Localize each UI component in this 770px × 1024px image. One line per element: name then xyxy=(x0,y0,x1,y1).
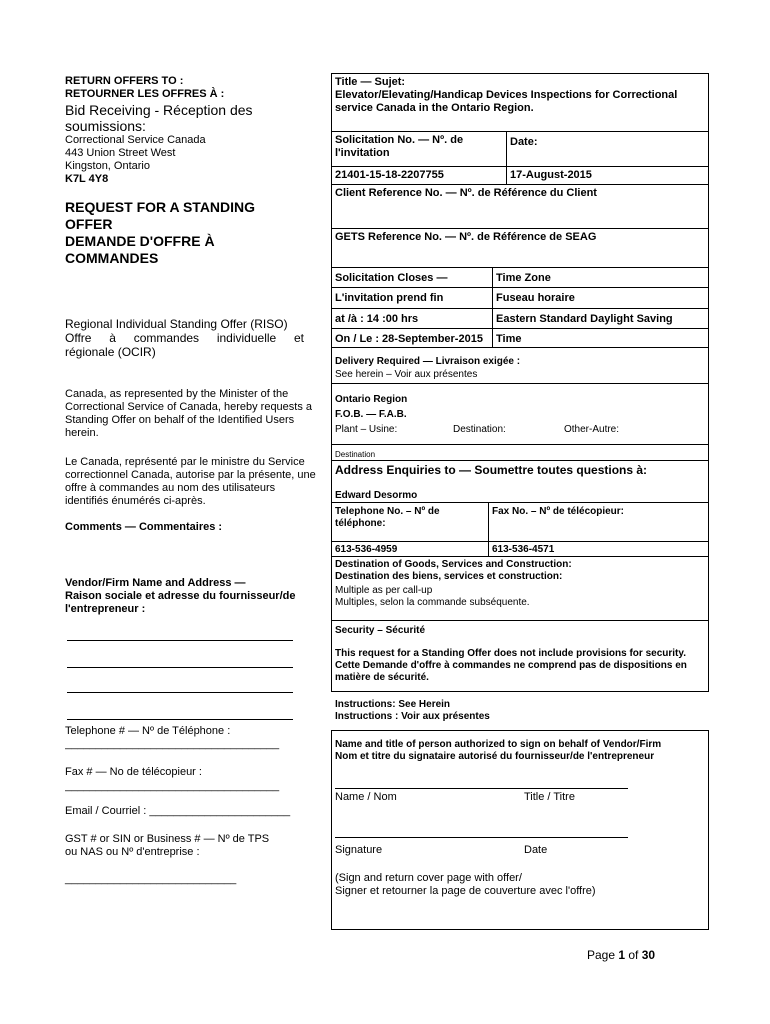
riso-word: et xyxy=(293,331,304,345)
paragraph-line: identifiés énumérés ci-après. xyxy=(65,495,206,507)
riso-description xyxy=(65,317,304,359)
closes-date: On / Le : 28-September-2015 xyxy=(335,333,483,345)
divider xyxy=(488,502,489,556)
divider xyxy=(331,556,709,557)
fax-label: Fax # — No de télécopieur : xyxy=(65,766,202,778)
timezone-label: Time Zone xyxy=(496,272,551,284)
telephone-label-line: Telephone No. – Nº de xyxy=(335,506,440,517)
signature-box-bottom xyxy=(331,929,709,930)
page-prefix: Page xyxy=(587,948,619,962)
solicitation-label-line: l'invitation xyxy=(335,147,390,159)
return-offers-heading xyxy=(65,75,224,101)
instructions-line: Instructions : Voir aux présentes xyxy=(335,711,490,722)
postal-code: K7L 4Y8 xyxy=(65,173,109,185)
return-heading-en: RETURN OFFERS TO : xyxy=(65,75,184,87)
security-label: Security – Sécurité xyxy=(335,625,426,636)
date-label-field: Date xyxy=(524,844,548,856)
gst-line: GST # or SIN or Business # — Nº de TPS xyxy=(65,833,270,845)
fax-no-label: Fax No. – Nº de télécopieur: xyxy=(492,506,625,517)
canada-en-paragraph xyxy=(65,388,312,440)
solicitation-label xyxy=(335,134,463,160)
vendor-line: Raison sociale et adresse du fournisseur/de xyxy=(65,590,296,602)
delivery-label: Delivery Required — Livraison exigée : xyxy=(335,356,521,367)
riso-word: à xyxy=(109,331,116,345)
divider xyxy=(331,328,709,329)
paragraph-line: correctionnel Canada, autorise par la présente, une xyxy=(65,469,316,481)
divider xyxy=(331,228,709,229)
telephone-label: Telephone # — Nº de Téléphone : xyxy=(65,725,231,737)
sign-return-note xyxy=(335,872,596,898)
signature-box-top xyxy=(331,730,709,731)
gst-field[interactable]: ____________________________ xyxy=(65,873,237,885)
paragraph-line: offre à commandes au nom des utilisateurs xyxy=(65,482,276,494)
destination-goods-value-line: Multiples, selon la commande subséquente. xyxy=(335,597,530,608)
other-label: Other-Autre: xyxy=(564,424,620,435)
authorized-title-line: Nom et titre du signataire autorisé du fournisseur/de l'entrepreneur xyxy=(335,751,655,762)
divider xyxy=(331,347,709,348)
riso-line-2 xyxy=(65,331,304,345)
destination-label: Destination: xyxy=(453,424,506,435)
fax-value: 613-536-4571 xyxy=(492,544,555,555)
canada-fr-paragraph xyxy=(65,456,316,508)
security-text xyxy=(335,648,687,684)
request-title xyxy=(65,199,255,267)
vendor-address-line[interactable] xyxy=(67,667,293,668)
riso-line-1: Regional Individual Standing Offer (RISO) xyxy=(65,317,288,331)
destination-goods-label xyxy=(335,559,572,583)
address-line: 443 Union Street West xyxy=(65,147,176,159)
destination-goods-line: Destination of Goods, Services and Construction: xyxy=(335,559,572,570)
destination-goods-value-line: Multiple as per call-up xyxy=(335,585,433,596)
telephone-value: 613-536-4959 xyxy=(335,544,398,555)
telephone-field[interactable]: ___________________________________ xyxy=(65,738,280,750)
paragraph-line: Canada, as represented by the Minister of the xyxy=(65,388,289,400)
riso-line-3: régionale (OCIR) xyxy=(65,345,156,359)
riso-word: Offre xyxy=(65,331,92,345)
solicitation-label-line: Solicitation No. — Nº. de xyxy=(335,134,464,146)
request-title-line: DEMANDE D'OFFRE À xyxy=(65,233,215,249)
vendor-address-line[interactable] xyxy=(67,719,293,720)
request-title-line: REQUEST FOR A STANDING xyxy=(65,199,256,215)
address-line: Kingston, Ontario xyxy=(65,160,150,172)
comments-label: Comments — Commentaires : xyxy=(65,521,223,533)
return-heading-fr: RETOURNER LES OFFRES À : xyxy=(65,88,225,100)
bid-receiving-line-2: soumissions: xyxy=(65,118,146,134)
page-of: of xyxy=(625,948,642,962)
timezone-label-fr: Fuseau horaire xyxy=(496,292,575,304)
title-line: service Canada in the Ontario Region. xyxy=(335,102,534,114)
return-address xyxy=(65,134,206,186)
paragraph-line: herein. xyxy=(65,427,99,439)
page-number xyxy=(587,948,655,962)
signature-box-right xyxy=(708,730,709,930)
address-line: Correctional Service Canada xyxy=(65,134,206,146)
title-label: Title — Sujet: xyxy=(335,76,406,88)
riso-word: individuelle xyxy=(216,331,277,345)
telephone-no-label xyxy=(335,506,440,530)
security-text-line: matière de sécurité. xyxy=(335,672,429,683)
security-text-line: Cette Demande d'offre à commandes ne comprend pas de dispositions en xyxy=(335,660,687,671)
divider xyxy=(331,383,709,384)
ontario-region: Ontario Region xyxy=(335,394,408,405)
title-line: Elevator/Elevating/Handicap Devices Inspections for Correctional xyxy=(335,89,678,101)
vendor-line: Vendor/Firm Name and Address — xyxy=(65,577,246,589)
fob-label: F.O.B. — F.A.B. xyxy=(335,409,407,420)
client-reference-label: Client Reference No. — Nº. de Référence du Client xyxy=(335,187,597,199)
divider xyxy=(331,502,709,503)
divider xyxy=(331,444,709,445)
gst-label xyxy=(65,833,269,859)
riso-word: commandes xyxy=(133,331,200,345)
instructions-line: Instructions: See Herein xyxy=(335,699,451,710)
timezone-value-2: Time xyxy=(496,333,522,345)
divider xyxy=(331,620,709,621)
gets-reference-label: GETS Reference No. — Nº. de Référence de SEAG xyxy=(335,231,597,243)
paragraph-line: Correctional Service of Canada, hereby requests a xyxy=(65,401,313,413)
request-title-line: OFFER xyxy=(65,216,113,232)
request-title-line: COMMANDES xyxy=(65,250,159,266)
divider xyxy=(506,131,507,185)
telephone-label-line: téléphone: xyxy=(335,518,386,529)
bid-receiving-line-1: Bid Receiving - Réception des xyxy=(65,102,253,118)
destination-small: Destination xyxy=(335,450,376,459)
divider xyxy=(331,541,709,542)
divider xyxy=(331,267,709,268)
bid-receiving xyxy=(65,102,253,134)
name-title-signature-line[interactable] xyxy=(335,788,628,789)
closes-label: Solicitation Closes — xyxy=(335,272,448,284)
signature-label: Signature xyxy=(335,844,383,856)
divider xyxy=(331,131,709,132)
vendor-address-line[interactable] xyxy=(67,692,293,693)
timezone-value: Eastern Standard Daylight Saving xyxy=(496,313,673,325)
destination-goods-line: Destination des biens, services et construction: xyxy=(335,571,563,582)
sign-return-line: Signer et retourner la page de couverture avec l'offre) xyxy=(335,885,596,897)
divider xyxy=(331,460,709,461)
solicitation-number: 21401-15-18-2207755 xyxy=(335,169,444,181)
divider xyxy=(331,166,709,167)
page-total: 30 xyxy=(641,948,656,962)
closes-label-fr: L'invitation prend fin xyxy=(335,292,444,304)
page-current: 1 xyxy=(618,948,626,962)
instructions xyxy=(335,699,490,723)
authorized-title-line: Name and title of person authorized to sign on behalf of Vendor/Firm xyxy=(335,739,662,750)
signature-box-left xyxy=(331,730,332,930)
date-label: Date: xyxy=(510,136,538,148)
name-label: Name / Nom xyxy=(335,791,397,803)
closes-time: at /à : 14 :00 hrs xyxy=(335,313,419,325)
divider xyxy=(331,184,709,185)
paragraph-line: Standing Offer on behalf of the Identified Users xyxy=(65,414,295,426)
contact-name: Edward Desormo xyxy=(335,490,418,501)
sign-return-line: (Sign and return cover page with offer/ xyxy=(335,872,522,884)
box-border-bottom xyxy=(331,691,709,692)
address-enquiries-label: Address Enquiries to — Soumettre toutes questions à: xyxy=(335,463,648,477)
date-value: 17-August-2015 xyxy=(510,169,592,181)
divider xyxy=(331,287,709,288)
destination-goods-value xyxy=(335,585,530,609)
divider xyxy=(492,267,493,347)
title-label-field: Title / Titre xyxy=(524,791,575,803)
gst-line: ou NAS ou Nº d'entreprise : xyxy=(65,846,200,858)
paragraph-line: Le Canada, représenté par le ministre du Service xyxy=(65,456,305,468)
signature-date-line[interactable] xyxy=(335,837,628,838)
authorized-person-title xyxy=(335,739,661,763)
security-text-line: This request for a Standing Offer does not include provisions for security. xyxy=(335,648,686,659)
plant-label: Plant – Usine: xyxy=(335,424,398,435)
box-border-top xyxy=(331,73,709,74)
fax-field[interactable]: ___________________________________ xyxy=(65,780,280,792)
vendor-line: l'entrepreneur : xyxy=(65,603,146,615)
email-field[interactable]: Email / Courriel : _______________________ xyxy=(65,805,291,817)
vendor-address-line[interactable] xyxy=(67,640,293,641)
delivery-value: See herein – Voir aux présentes xyxy=(335,369,478,380)
vendor-label xyxy=(65,577,295,616)
title-value xyxy=(335,89,677,115)
divider xyxy=(331,308,709,309)
